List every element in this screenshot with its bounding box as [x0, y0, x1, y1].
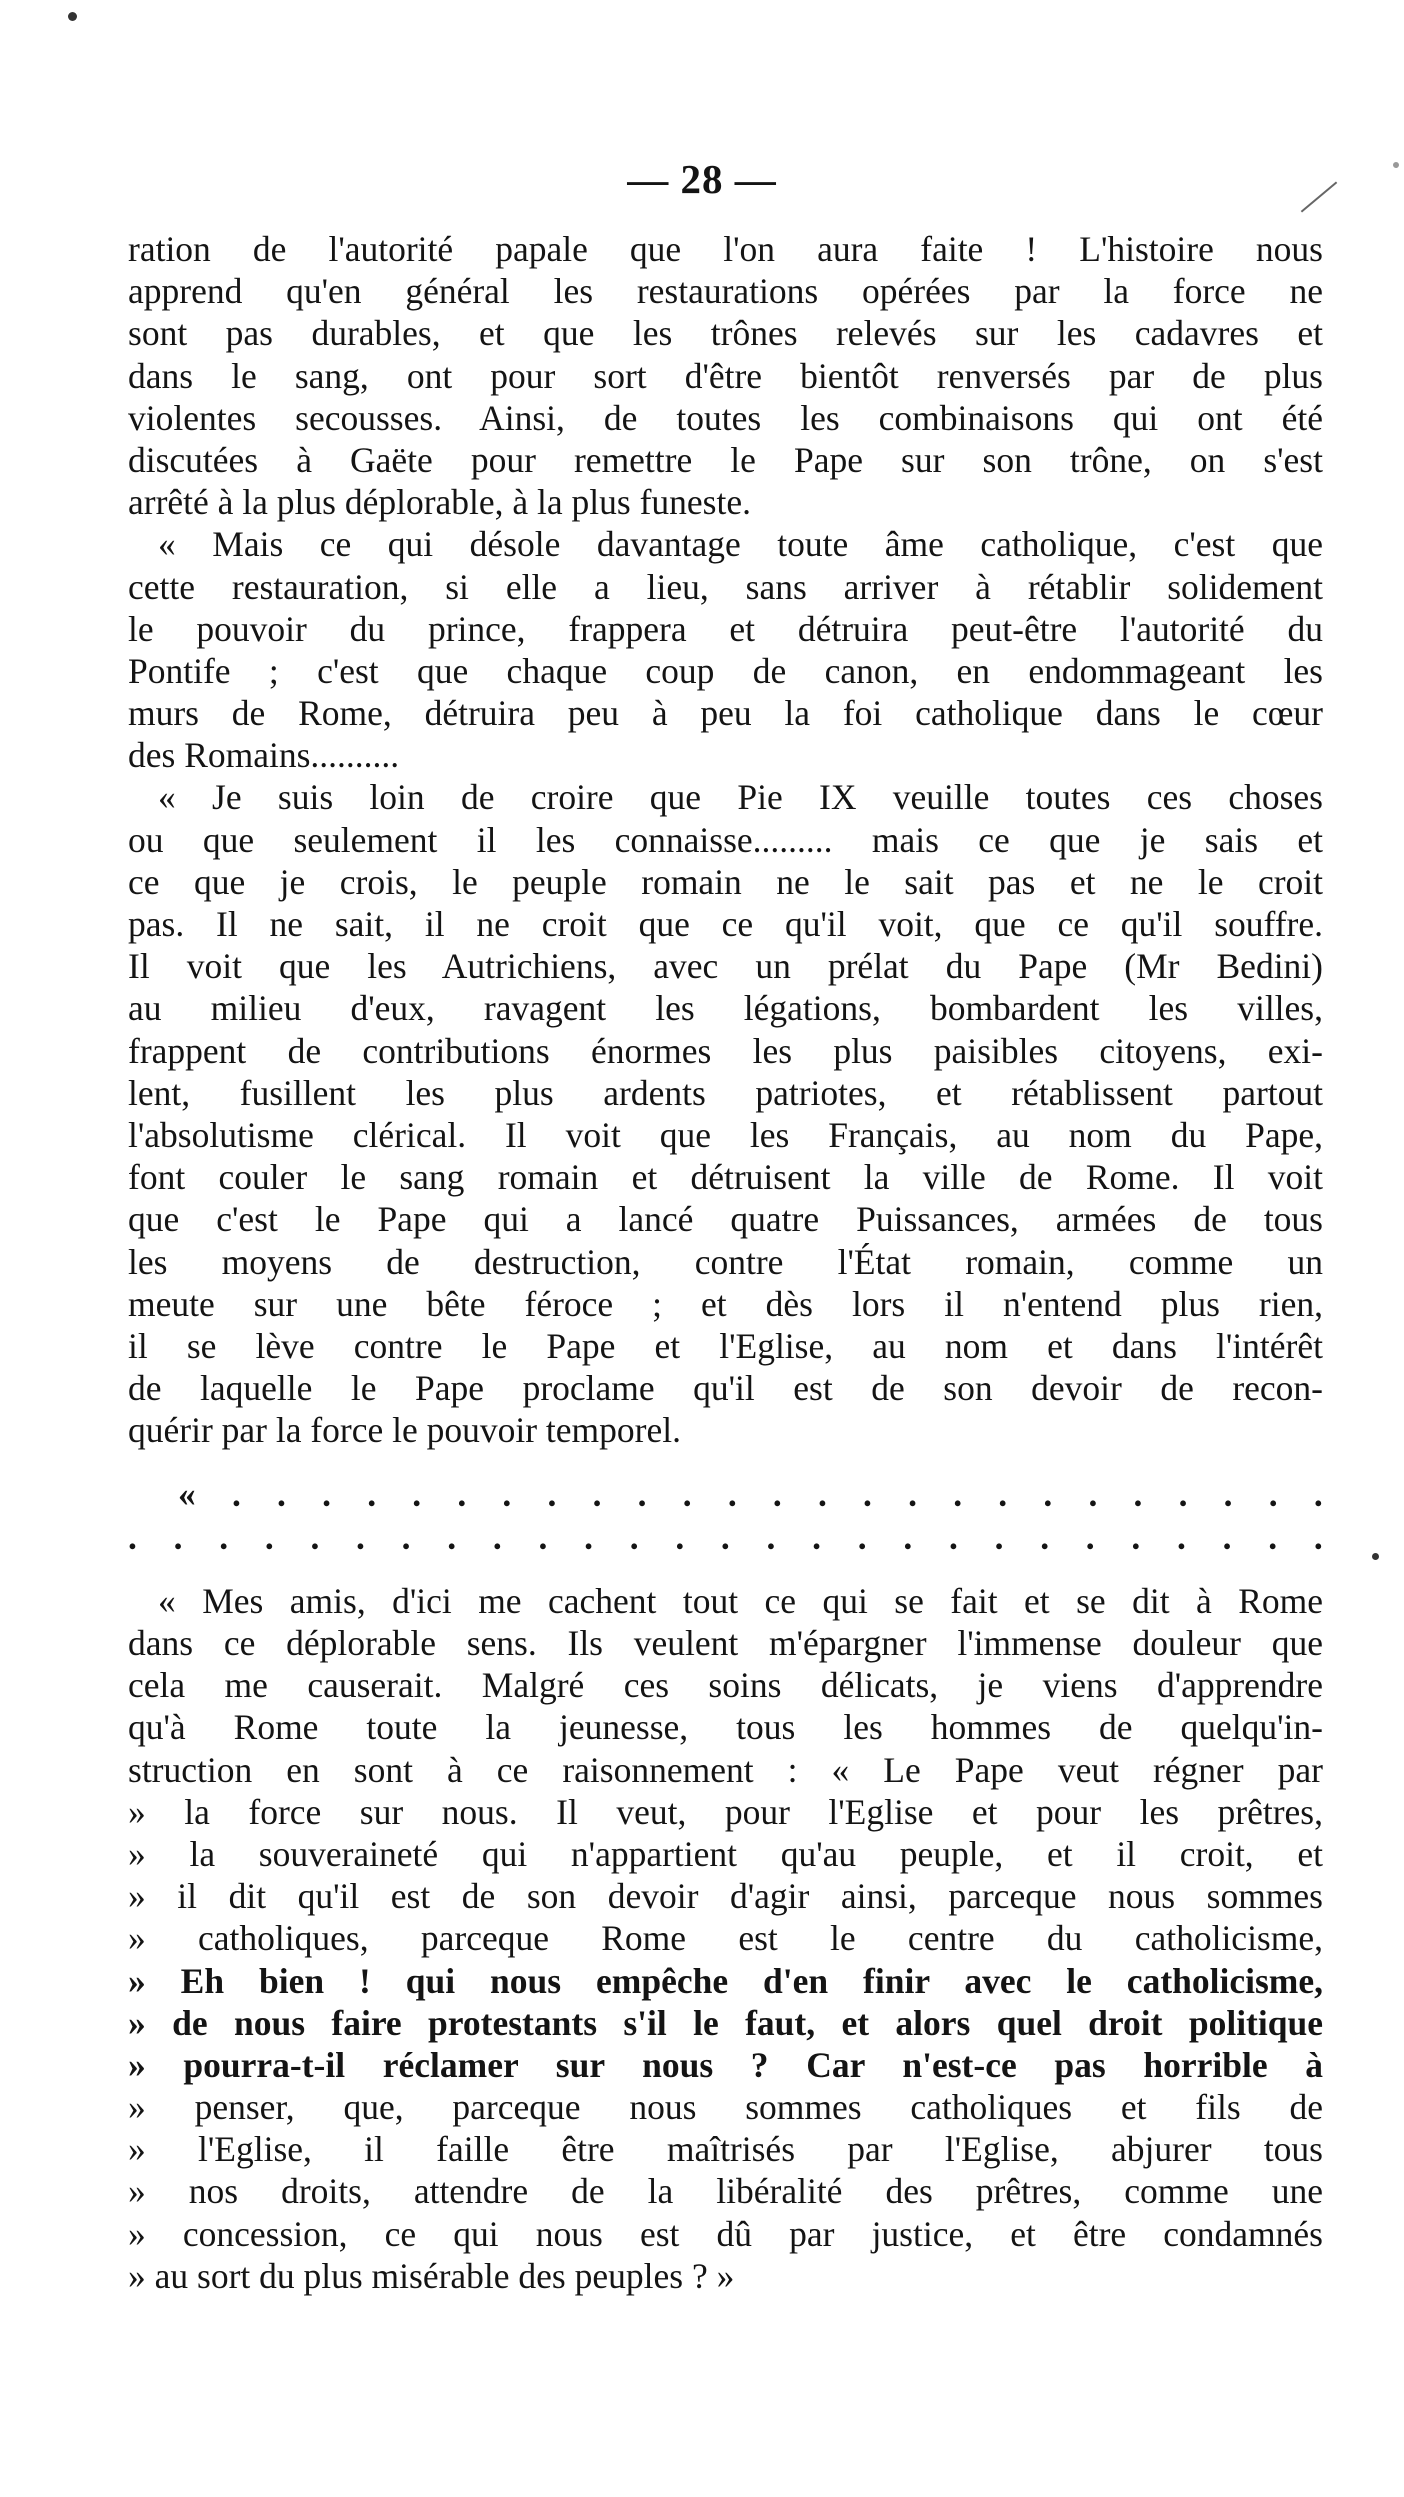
text-line: au milieu d'eux, ravagent les légations, bombardent les villes, [128, 988, 1323, 1029]
text-line: cela me causerait. Malgré ces soins délicats, je viens d'apprendre [128, 1665, 1323, 1706]
omission-dots [128, 1473, 1323, 1557]
text-line: » Eh bien ! qui nous empêche d'en finir avec le catholicisme, [128, 1960, 1323, 2001]
text-line: dans le sang, ont pour sort d'être bientôt renversés par de plus [128, 355, 1323, 396]
text-line: » de nous faire protestants s'il le faut, et alors quel droit politique [128, 2002, 1323, 2043]
text-line: struction en sont à ce raisonnement : « Le Pape veut régner par [128, 1749, 1323, 1790]
paragraph [128, 776, 1323, 1451]
text-line: « Mes amis, d'ici me cachent tout ce qui se fait et se dit à Rome [158, 1580, 1323, 1621]
text-line: Pontife ; c'est que chaque coup de canon, en endommageant les [128, 650, 1323, 691]
paragraph [128, 228, 1323, 523]
text-line: les moyens de destruction, contre l'État romain, comme un [128, 1241, 1323, 1282]
text-line: » la souveraineté qui n'appartient qu'au peuple, et il croit, et [128, 1833, 1323, 1874]
text-line: que c'est le Pape qui a lancé quatre Puissances, armées de tous [128, 1199, 1323, 1240]
ink-speck [1372, 1553, 1379, 1560]
text-line: apprend qu'en général les restaurations opérées par la force ne [128, 271, 1323, 312]
paragraph [128, 523, 1323, 776]
text-line: de laquelle le Pape proclame qu'il est de son devoir de recon- [128, 1368, 1323, 1409]
open-quote: « [178, 1474, 196, 1515]
text-line: sont pas durables, et que les trônes relevés sur les cadavres et [128, 313, 1323, 354]
text-line: » l'Eglise, il faille être maîtrisés par l'Eglise, abjurer tous [128, 2129, 1323, 2170]
text-line: cette restauration, si elle a lieu, sans arriver à rétablir solidement [128, 566, 1323, 607]
text-line: ration de l'autorité papale que l'on aura faite ! L'histoire nous [128, 229, 1323, 269]
text-line: » penser, que, parceque nous sommes catholiques et fils de [128, 2087, 1323, 2128]
ink-speck [68, 12, 77, 21]
paragraph [128, 1580, 1323, 2297]
spacer [128, 1558, 1323, 1580]
text-line: » il dit qu'il est de son devoir d'agir ainsi, parceque nous sommes [128, 1876, 1323, 1917]
body-text [128, 228, 1323, 2297]
text-line: « Mais ce qui désole davantage toute âme catholique, c'est que [158, 524, 1323, 565]
text-line: Il voit que les Autrichiens, avec un prélat du Pape (Mr Bedini) [128, 946, 1323, 987]
dot-row: . . . . . . . . . . . . . . . . . . . . . . . . . . . [128, 1516, 1323, 1557]
page-number: — 28 — [627, 156, 777, 202]
text-line: discutées à Gaëte pour remettre le Pape sur son trône, on s'est [128, 439, 1323, 480]
spacer [128, 1451, 1323, 1473]
text-line: » au sort du plus misérable des peuples ? » [128, 2255, 735, 2296]
text-line: ou que seulement il les connaisse......... mais ce que je sais et [128, 819, 1323, 860]
text-line: qu'à Rome toute la jeunesse, tous les hommes de quelqu'in- [128, 1707, 1323, 1748]
text-line: dans ce déplorable sens. Ils veulent m'épargner l'immense douleur que [128, 1623, 1323, 1663]
text-line: » concession, ce qui nous est dû par justice, et être condamnés [128, 2213, 1323, 2254]
text-line: frappent de contributions énormes les plus paisibles citoyens, exi- [128, 1030, 1323, 1071]
text-line: lent, fusillent les plus ardents patriotes, et rétablissent partout [128, 1072, 1323, 1113]
text-line: arrêté à la plus déplorable, à la plus funeste. [128, 482, 751, 523]
text-line: » la force sur nous. Il veut, pour l'Eglise et pour les prêtres, [128, 1791, 1323, 1832]
text-line: l'absolutisme clérical. Il voit que les Français, au nom du Pape, [128, 1114, 1323, 1155]
text-line: des Romains.......... [128, 735, 400, 776]
text-line: » nos droits, attendre de la libéralité des prêtres, comme une [128, 2171, 1323, 2212]
text-line: murs de Rome, détruira peu à peu la foi catholique dans le cœur [128, 693, 1323, 734]
text-line: » catholiques, parceque Rome est le centre du catholicisme, [128, 1918, 1323, 1959]
text-line: » pourra-t-il réclamer sur nous ? Car n'est-ce pas horrible à [128, 2044, 1323, 2085]
text-line: ce que je crois, le peuple romain ne le sait pas et ne le croit [128, 861, 1323, 902]
text-line: pas. Il ne sait, il ne croit que ce qu'il voit, que ce qu'il souffre. [128, 904, 1323, 944]
text-line: quérir par la force le pouvoir temporel. [128, 1410, 681, 1451]
text-line: il se lève contre le Pape et l'Eglise, au nom et dans l'intérêt [128, 1325, 1323, 1366]
text-line: « Je suis loin de croire que Pie IX veuille toutes ces choses [158, 777, 1323, 818]
text-line: le pouvoir du prince, frappera et détruira peut-être l'autorité du [128, 608, 1323, 649]
text-line: meute sur une bête féroce ; et dès lors il n'entend plus rien, [128, 1283, 1323, 1324]
text-line: violentes secousses. Ainsi, de toutes les combinaisons qui ont été [128, 397, 1323, 438]
text-line: font couler le sang romain et détruisent la ville de Rome. Il voit [128, 1157, 1323, 1198]
dot-row: « . . . . . . . . . . . . . . . . . . . . . . . . . [178, 1474, 1323, 1515]
